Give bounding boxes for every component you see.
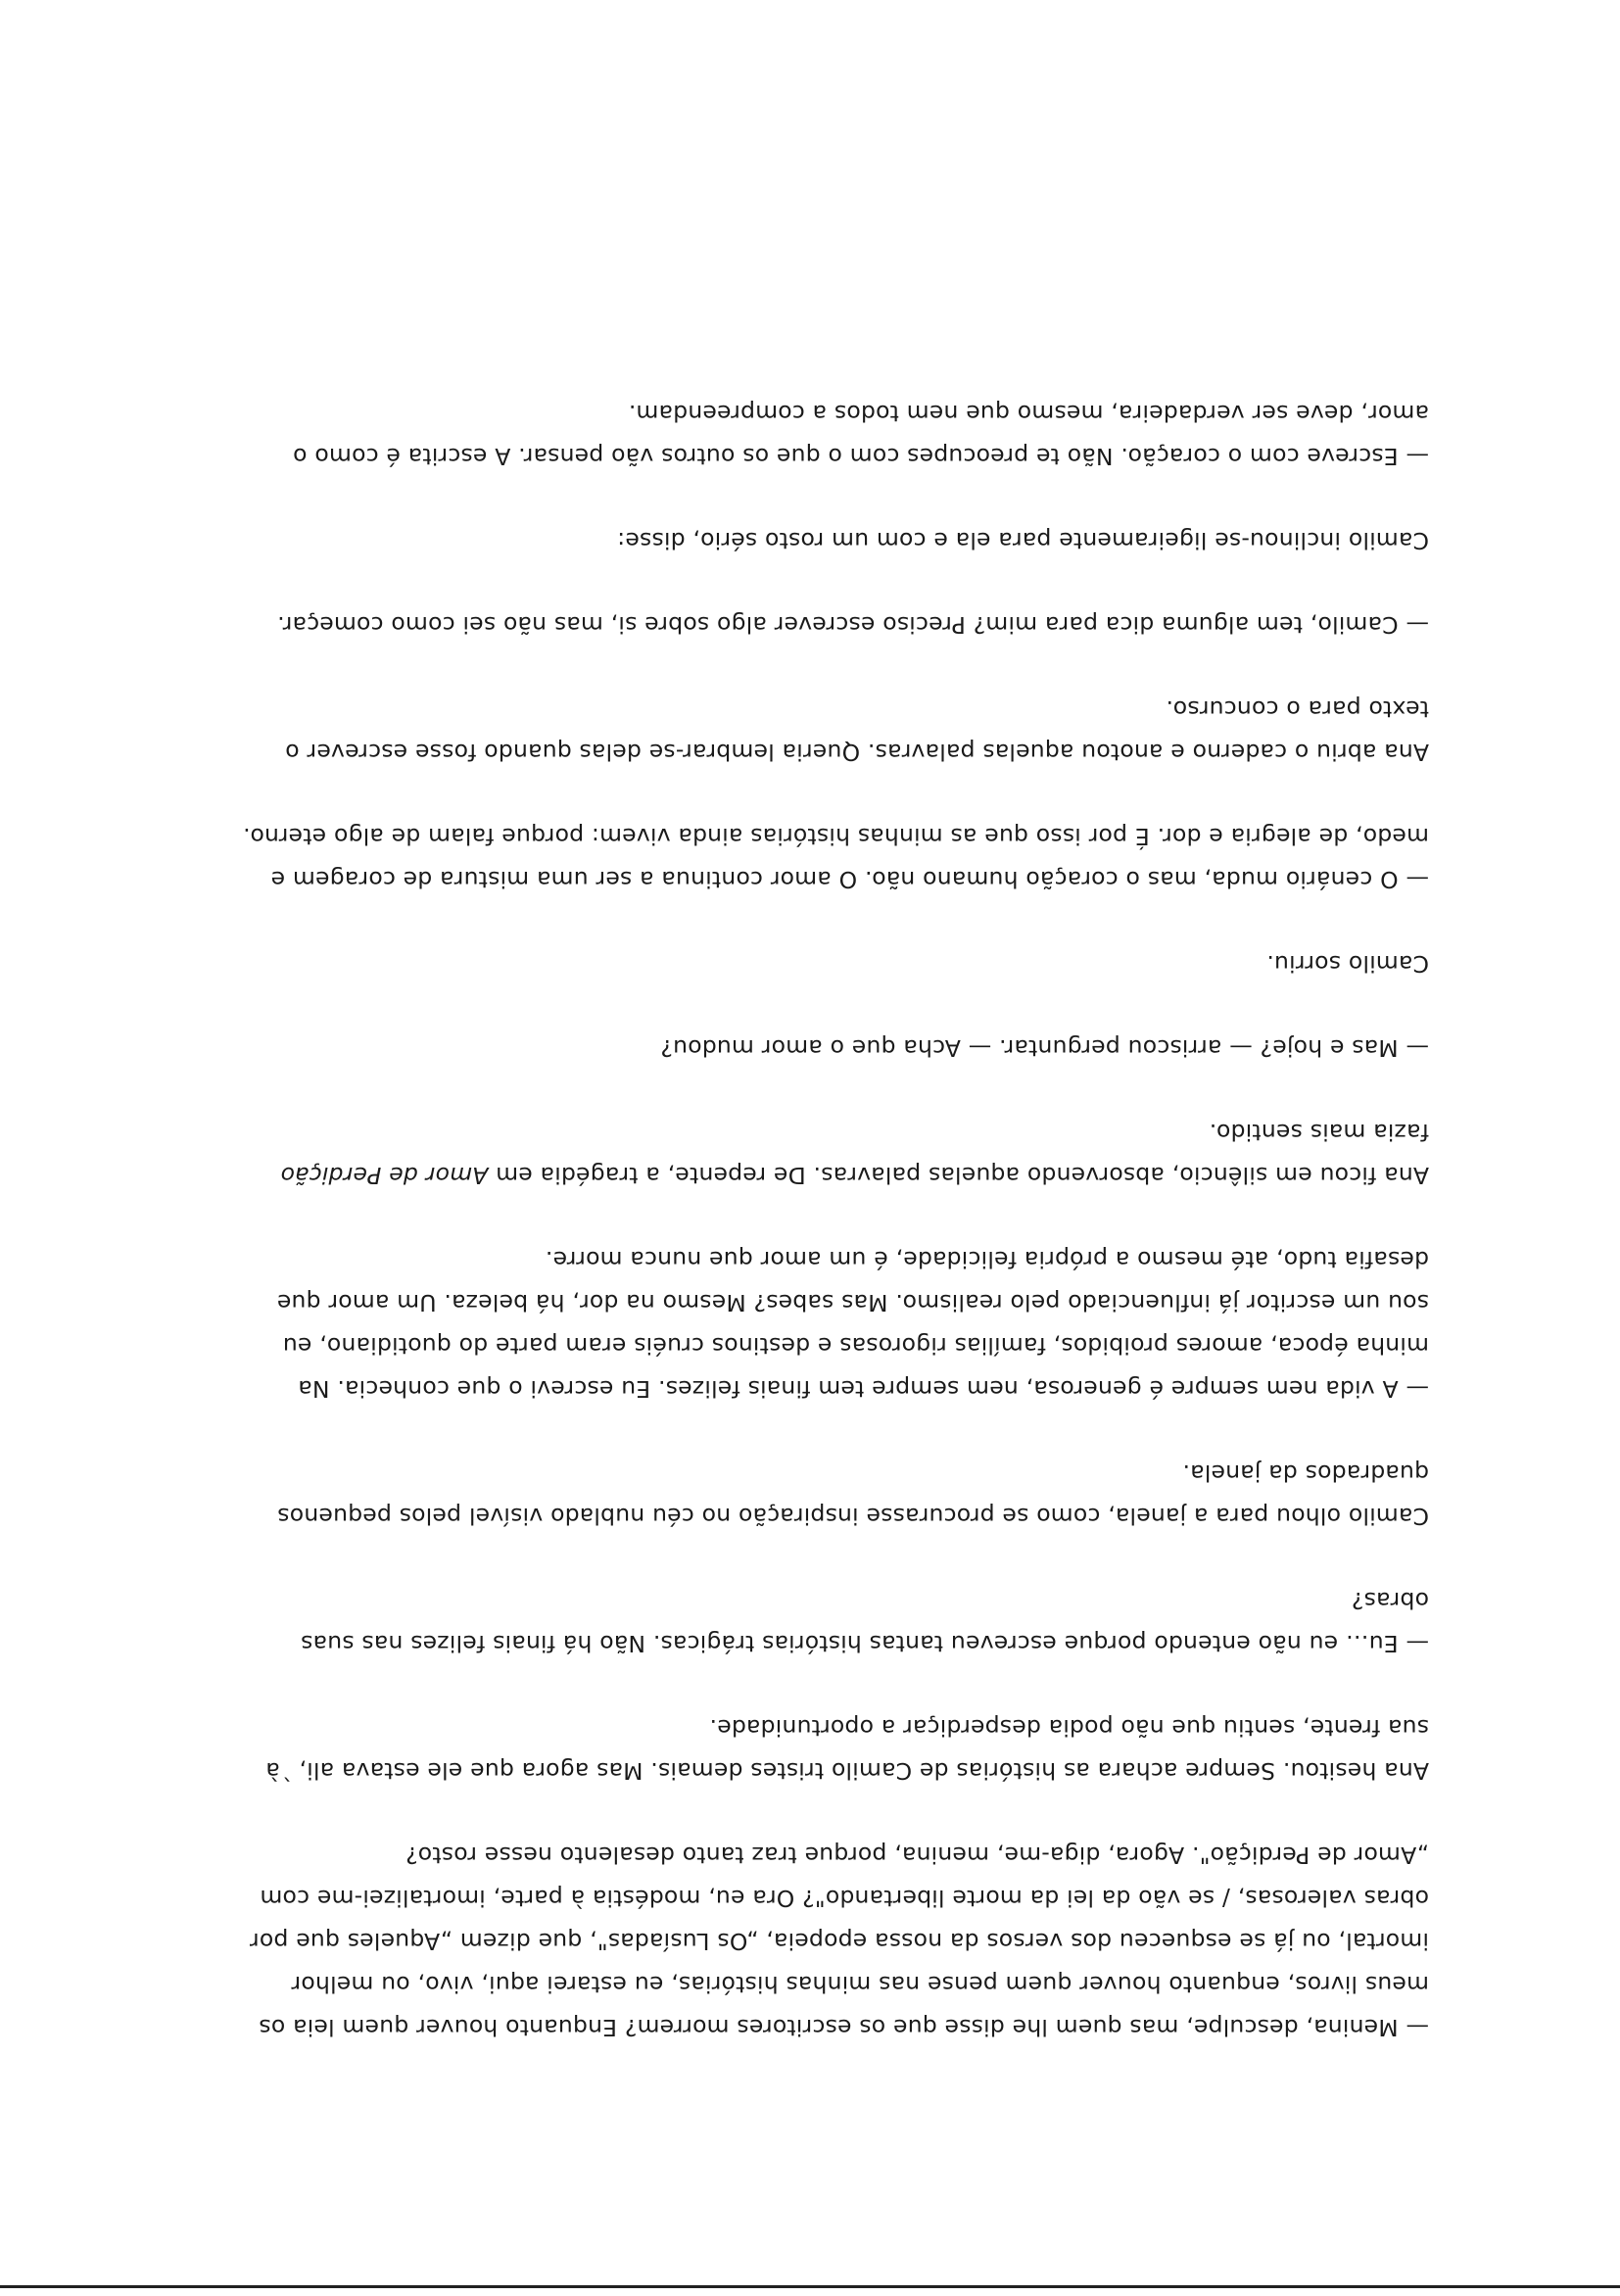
text-line: Camilo sorriu.: [1266, 950, 1429, 978]
text-line: — A vida nem sempre é generosa, nem sempre tem finais felizes. Eu escrevi o que conhecia. Na: [298, 1375, 1429, 1403]
text-line: — Escreve com o coração. Não te preocupes com o que os outros vão pensar. A escrita é como o: [292, 443, 1429, 470]
text-line: „Amor de Perdição". Agora, diga-me, menina, porque traz tanto desalento nesse rosto?: [405, 1842, 1429, 1869]
story-text: [77, 351, 1429, 2049]
text-line: amor, deve ser verdadeira, mesmo que nem todos a compreendam.: [628, 400, 1429, 427]
text-line: — Camilo, tem alguma dica para mim? Preciso escrever algo sobre si, mas não sei como começar.: [277, 611, 1429, 639]
paragraph-ana-hesitated: [77, 1706, 1429, 1793]
scan-edge-line: [0, 2285, 1620, 2288]
paragraph-heart-unchanged: [77, 815, 1429, 901]
paragraph-ana-tip: [77, 603, 1429, 646]
text-line: — Eu… eu não entendo porque escreveu tantas histórias trágicas. Não há finais felizes nas suas: [300, 1630, 1429, 1657]
paragraph-camilo-smiled: [77, 942, 1429, 985]
text-line: — Menina, desculpe, mas quem lhe disse que os escritores morrem? Enquanto houver quem leia os: [259, 2014, 1429, 2041]
text-line: obras valerosas, / se vão da lei da morte libertando"? Ora eu, modéstia à parte, imortalizei-me com: [260, 1885, 1429, 1912]
text-line: meus livros, enquanto houver quem pense nas minhas histórias, eu estarei aqui, vivo, ou melhor: [291, 1971, 1429, 1998]
text-line: quadrados da janela.: [1182, 1459, 1429, 1487]
text-line: imortal, ou já se esqueceu dos versos da nossa epopeia, „Os Lusíadas", que dizem „Aqueles que por: [249, 1928, 1429, 1955]
book-title-italic: Amor de Perdição: [280, 1162, 489, 1189]
paragraph-ana-silence: [77, 1111, 1429, 1197]
paragraph-camilo-life: [77, 1238, 1429, 1411]
text-line: Ana abriu o caderno e anotou aquelas palavras. Queria lembrar-se delas quando fosse escrever o: [285, 739, 1429, 766]
text-line: minha época, amores proibidos, famílias rigorosas e destinos cruéis eram parte do quotidiano, eu: [282, 1332, 1429, 1360]
paragraph-ana-question: [77, 1579, 1429, 1665]
text-line: texto para o concurso.: [1166, 695, 1429, 723]
text-line: Camilo olhou para a janela, como se procurasse inspiração no céu nublado visível pelos pequenos: [277, 1503, 1429, 1530]
text-line: sou um escritor já influenciado pelo realismo. Mas sabes? Mesmo na dor, há beleza. Um amor que: [276, 1289, 1429, 1316]
paragraph-camilo-leaned: [77, 519, 1429, 562]
paragraph-camilo-window: [77, 1452, 1429, 1538]
paragraph-camilo-immortal: [77, 1834, 1429, 2049]
text-line: medo, de alegria e dor. É por isso que as minhas histórias ainda vivem: porque falam de algo eterno.: [243, 823, 1429, 850]
text-line: desafia tudo, até mesmo a própria felicidade, é um amor que nunca morre.: [545, 1246, 1429, 1273]
text-line: — Mas e hoje? — arriscou perguntar. — Acha que o amor mudou?: [660, 1034, 1429, 1062]
text-line: Camilo inclinou-se ligeiramente para ela e com um rosto sério, disse:: [617, 527, 1429, 554]
text-line: Ana hesitou. Sempre achara as histórias de Camilo tristes demais. Mas agora que ele estava ali, `à: [265, 1757, 1429, 1785]
paragraph-ana-notebook: [77, 688, 1429, 774]
text-line: obras?: [1351, 1587, 1429, 1614]
paragraph-text: fazia mais sentido.: [1209, 1119, 1429, 1146]
paragraph-text: Ana ficou em silêncio, absorvendo aquelas palavras. De repente, a tragédia em: [488, 1162, 1429, 1189]
paragraph-write-heart: [77, 392, 1429, 478]
text-line: — O cenário muda, mas o coração humano não. O amor continua a ser uma mistura de coragem e: [270, 866, 1429, 893]
text-line: sua frente, sentiu que não podia desperdiçar a oportunidade.: [709, 1714, 1429, 1742]
paragraph-ana-today: [77, 1027, 1429, 1070]
